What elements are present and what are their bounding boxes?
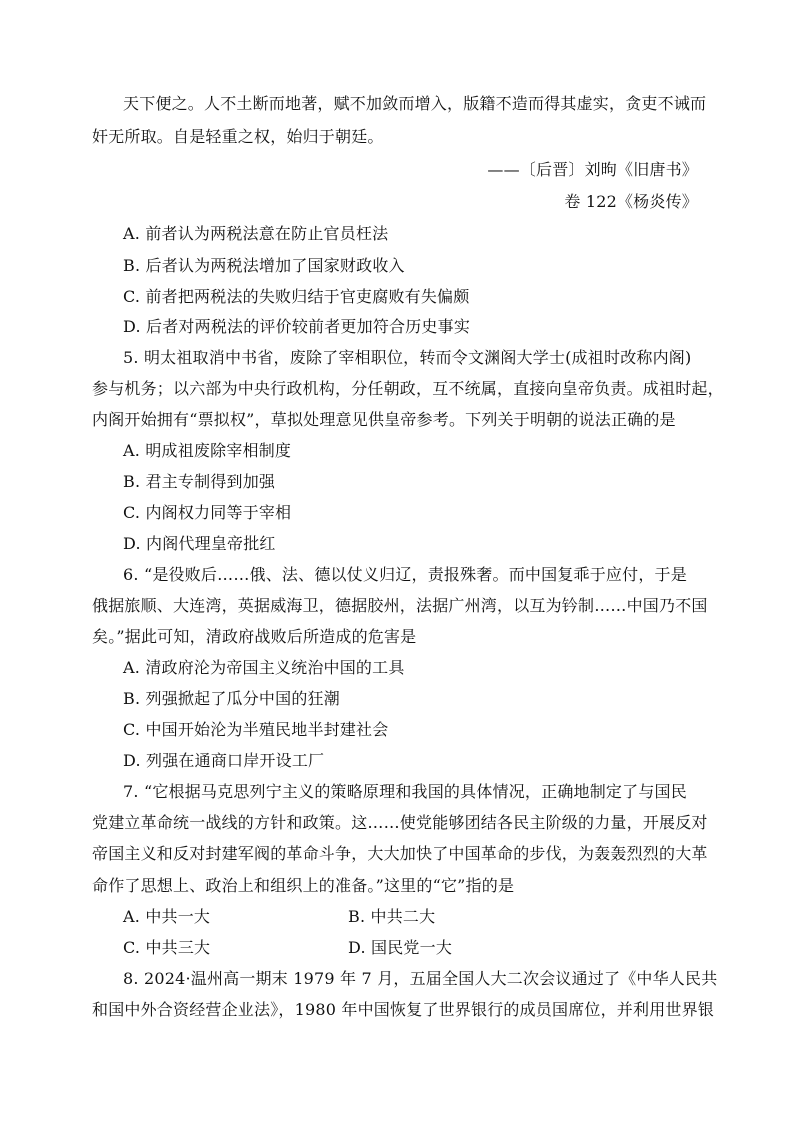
q4-option-a: A. 前者认为两税法意在防止官员枉法 bbox=[123, 224, 389, 243]
q5-stem-line-1: 5. 明太祖取消中书省，废除了宰相职位，转而令文渊阁大学士(成祖时改称内阁) bbox=[123, 348, 692, 367]
q6-option-a: A. 清政府沦为帝国主义统治中国的工具 bbox=[123, 658, 405, 677]
q7-stem-line-2: 党建立革命统一战线的方针和政策。这……使党能够团结各民主阶级的力量，开展反对 bbox=[92, 813, 708, 832]
q5-option-c: C. 内阁权力同等于宰相 bbox=[123, 503, 292, 522]
q4-passage-line-2: 奸无所取。自是轻重之权，始归于朝廷。 bbox=[92, 127, 384, 146]
q6-stem-line-1: 6. “是役败后……俄、法、德以仗义归辽，责报殊奢。而中国复乖于应付，于是 bbox=[123, 565, 687, 584]
q8-stem-line-1: 8. 2024·温州高一期末 1979 年 7 月，五届全国人大二次会议通过了《中华人民共 bbox=[123, 969, 718, 988]
q5-stem-line-3: 内阁开始拥有“票拟权”，草拟处理意见供皇帝参考。下列关于明朝的说法正确的是 bbox=[92, 410, 676, 429]
q7-option-b: B. 中共二大 bbox=[348, 907, 436, 926]
q6-stem-line-2: 俄据旅顺、大连湾，英据威海卫，德据胶州，法据广州湾，以互为钤制……中国乃不国 bbox=[92, 596, 708, 615]
q4-source-line-2: 卷 122《杨炎传》 bbox=[564, 192, 698, 211]
q6-option-d: D. 列强在通商口岸开设工厂 bbox=[123, 751, 325, 770]
q7-stem-line-4: 命作了思想上、政治上和组织上的准备。”这里的“它”指的是 bbox=[92, 876, 515, 895]
q6-option-b: B. 列强掀起了瓜分中国的狂潮 bbox=[123, 689, 340, 708]
q5-option-a: A. 明成祖废除宰相制度 bbox=[123, 441, 292, 460]
q6-option-c: C. 中国开始沦为半殖民地半封建社会 bbox=[123, 720, 389, 739]
q7-option-a: A. 中共一大 bbox=[123, 907, 211, 926]
q4-option-b: B. 后者认为两税法增加了国家财政收入 bbox=[123, 256, 405, 275]
q7-stem-line-3: 帝国主义和反对封建军阀的革命斗争，大大加快了中国革命的步伐，为轰轰烈烈的大革 bbox=[92, 844, 708, 863]
q4-option-c: C. 前者把两税法的失败归结于官吏腐败有失偏颇 bbox=[123, 287, 470, 306]
q4-passage-line-1: 天下便之。人不土断而地著，赋不加敛而增入，版籍不造而得其虚实，贪吏不诫而 bbox=[123, 94, 707, 113]
q7-option-d: D. 国民党一大 bbox=[348, 938, 453, 957]
q5-option-b: B. 君主专制得到加强 bbox=[123, 472, 276, 491]
q4-option-d: D. 后者对两税法的评价较前者更加符合历史事实 bbox=[123, 317, 471, 336]
q5-option-d: D. 内阁代理皇帝批红 bbox=[123, 534, 276, 553]
q7-option-c: C. 中共三大 bbox=[123, 938, 211, 957]
q7-stem-line-1: 7. “它根据马克思列宁主义的策略原理和我国的具体情况，正确地制定了与国民 bbox=[123, 782, 687, 801]
q4-source-line-1: ——〔后晋〕刘昫《旧唐书》 bbox=[487, 160, 698, 179]
q8-stem-line-2: 和国中外合资经营企业法》，1980 年中国恢复了世界银行的成员国席位，并利用世界银 bbox=[92, 1000, 715, 1019]
q5-stem-line-2: 参与机务；以六部为中央行政机构，分任朝政，互不统属，直接向皇帝负责。成祖时起， bbox=[92, 379, 724, 398]
q6-stem-line-3: 矣。”据此可知，清政府战败后所造成的危害是 bbox=[92, 627, 417, 646]
